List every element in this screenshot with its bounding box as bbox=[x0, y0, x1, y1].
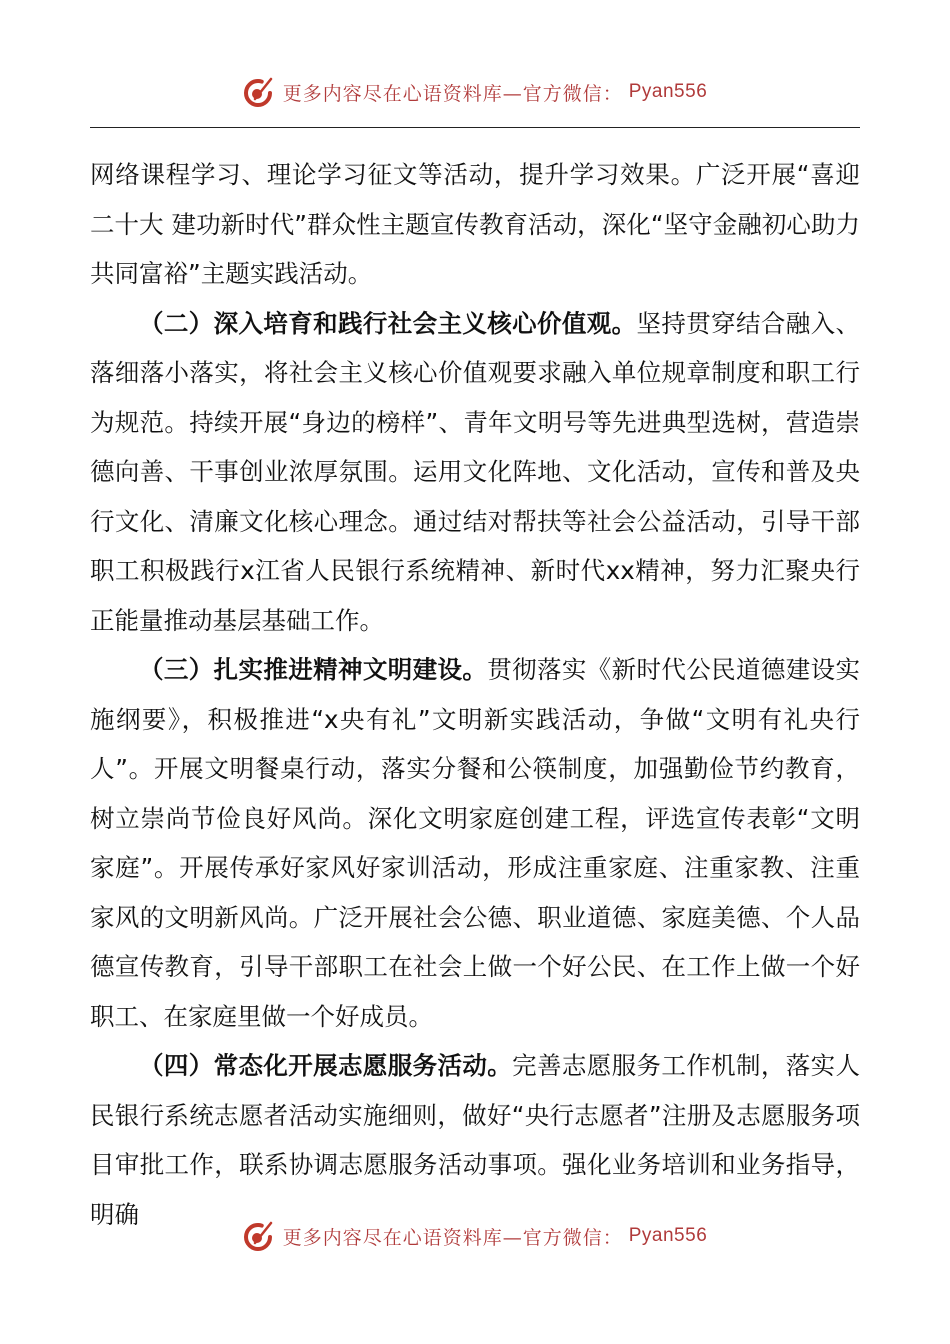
section-3-paragraph bbox=[90, 645, 860, 1041]
red-ink-brush-logo-icon bbox=[243, 1219, 277, 1253]
section-4-heading: （四）常态化开展志愿服务活动。 bbox=[139, 1051, 513, 1080]
section-3-body: 贯彻落实《新时代公民道德建设实施纲要》，积极推进“x央有礼”文明新实践活动，争做“文明有礼央行人”。开展文明餐桌行动，落实分餐和公筷制度，加强勤俭节约教育，树立崇尚节俭良好风尚。深化文明家庭创建工程，评选宣传表彰“文明家庭”。开展传承好家风好家训活动，形成注重家庭、注重家教、注重家风的文明新风尚。广泛开展社会公德、职业道德、家庭美德、个人品德宣传教育，引导干部职工在社会上做一个好公民、在工作上做一个好职工、在家庭里做一个好成员。 bbox=[90, 655, 860, 1031]
document-body bbox=[90, 150, 860, 1239]
header-wechat-id: Pyan556 bbox=[628, 81, 708, 102]
header-banner bbox=[0, 70, 950, 114]
section-2-body: 坚持贯穿结合融入、落细落小落实，将社会主义核心价值观要求融入单位规章制度和职工行为规范。持续开展“身边的榜样”、青年文明号等先进典型选树，营造崇德向善、干事创业浓厚氛围。运用文化阵地、文化活动，宣传和普及央行文化、清廉文化核心理念。通过结对帮扶等社会公益活动，引导干部职工积极践行x江省人民银行系统精神、新时代xx精神，努力汇聚央行正能量推动基层基础工作。 bbox=[90, 308, 860, 635]
header-divider bbox=[90, 127, 860, 128]
section-2-heading: （二）深入培育和践行社会主义核心价值观。 bbox=[139, 308, 637, 338]
red-ink-brush-logo-icon bbox=[243, 75, 277, 109]
header-banner-text: 更多内容尽在心语资料库—官方微信： bbox=[282, 82, 623, 105]
footer-banner-text: 更多内容尽在心语资料库—官方微信： bbox=[282, 1226, 623, 1249]
section-3-heading: （三）扎实推进精神文明建设。 bbox=[139, 655, 488, 684]
section-4-paragraph bbox=[90, 1041, 860, 1239]
section-4-body: 完善志愿服务工作机制，落实人民银行系统志愿者活动实施细则，做好“央行志愿者”注册及志愿服务项目审批工作，联系协调志愿服务活动事项。强化业务培训和业务指导，明确 bbox=[90, 1051, 860, 1229]
footer-wechat-id: Pyan556 bbox=[628, 1225, 708, 1246]
paragraph-continuation: 网络课程学习、理论学习征文等活动，提升学习效果。广泛开展“喜迎二十大 建功新时代”群众性主题宣传教育活动，深化“坚守金融初心助力共同富裕”主题实践活动。 bbox=[90, 160, 860, 288]
footer-banner bbox=[0, 1214, 950, 1258]
section-2-paragraph bbox=[90, 299, 860, 646]
